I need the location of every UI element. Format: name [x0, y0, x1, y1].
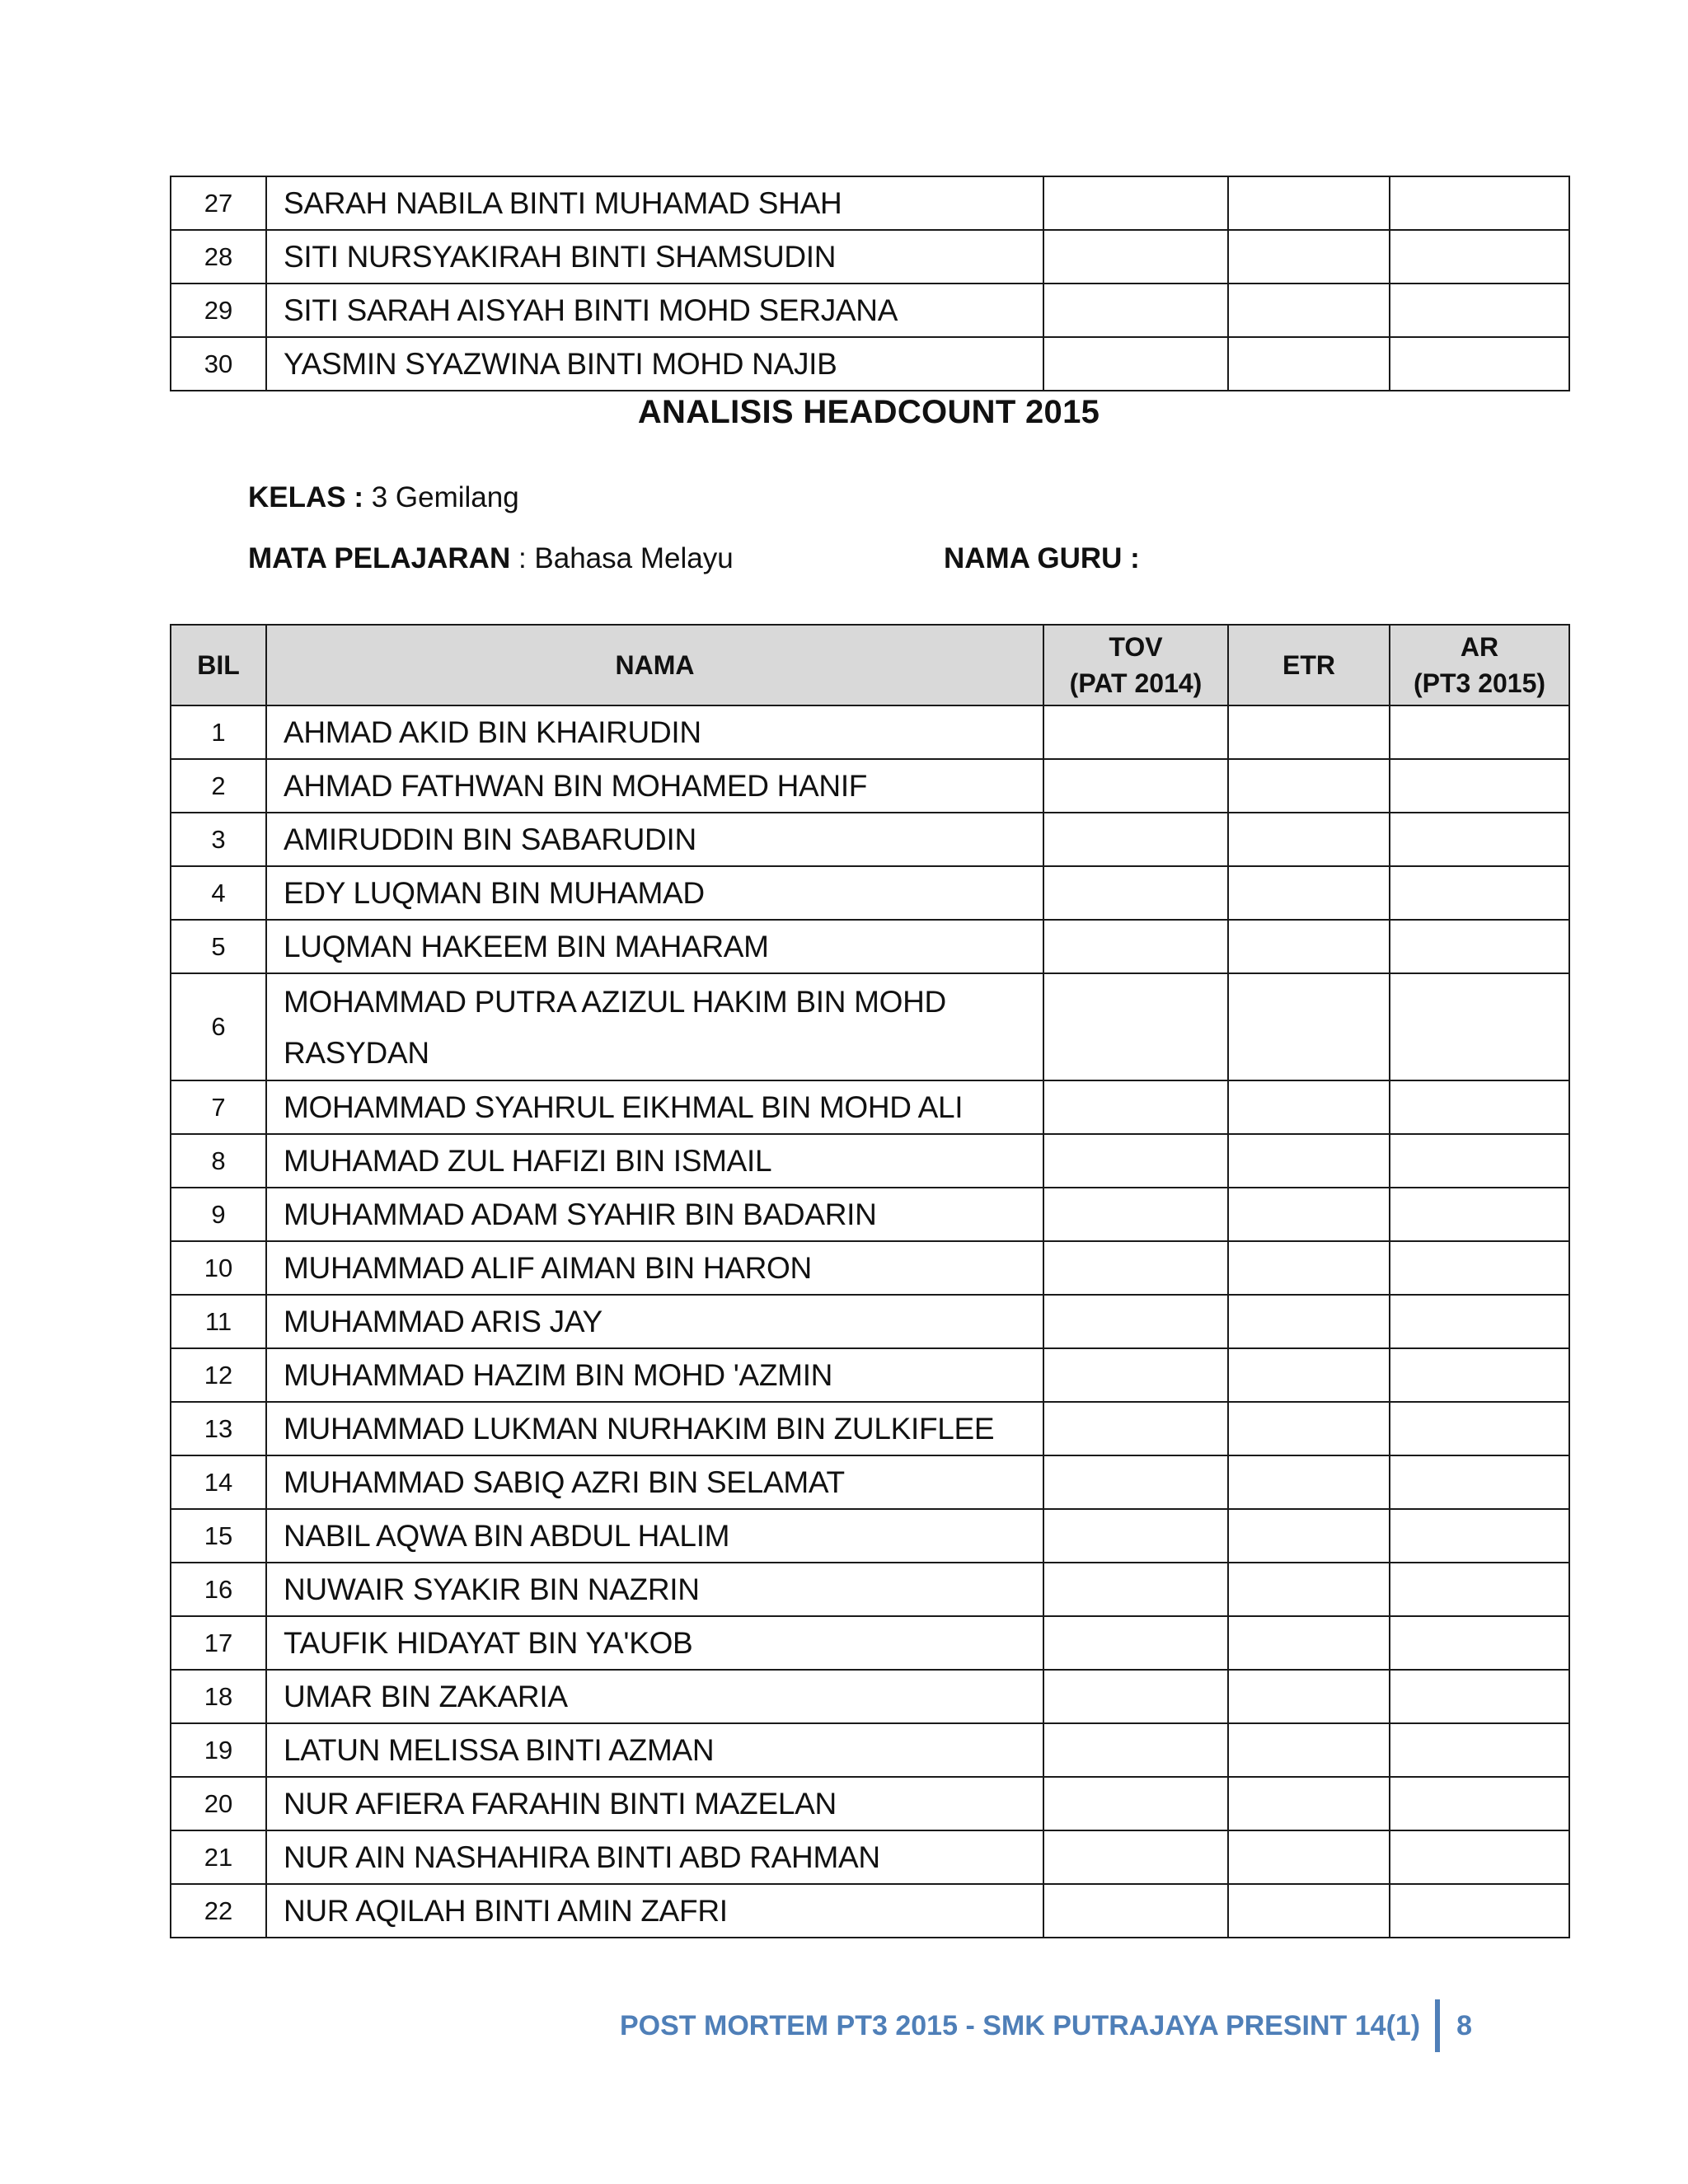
- tov-cell: [1043, 1884, 1228, 1938]
- ar-cell: [1390, 1080, 1569, 1134]
- nama-cell: AMIRUDDIN BIN SABARUDIN: [266, 813, 1043, 866]
- nama-cell: EDY LUQMAN BIN MUHAMAD: [266, 866, 1043, 920]
- ar-cell: [1390, 705, 1569, 759]
- tov-cell: [1043, 1723, 1228, 1777]
- header-ar: [1390, 625, 1569, 705]
- table-row: [171, 1884, 1569, 1938]
- ar-cell: [1390, 1830, 1569, 1884]
- tov-cell: [1043, 705, 1228, 759]
- bil-cell: 8: [171, 1134, 266, 1188]
- table-row: [171, 866, 1569, 920]
- ar-cell: [1390, 176, 1569, 230]
- ar-cell: [1390, 1241, 1569, 1295]
- tov-cell: [1043, 1402, 1228, 1455]
- nama-cell: LATUN MELISSA BINTI AZMAN: [266, 1723, 1043, 1777]
- tov-cell: [1043, 920, 1228, 973]
- bil-cell: 22: [171, 1884, 266, 1938]
- etr-cell: [1228, 176, 1390, 230]
- nama-cell: MUHAMMAD LUKMAN NURHAKIM BIN ZULKIFLEE: [266, 1402, 1043, 1455]
- nama-cell: NABIL AQWA BIN ABDUL HALIM: [266, 1509, 1043, 1563]
- etr-cell: [1228, 1455, 1390, 1509]
- tov-cell: [1043, 1295, 1228, 1348]
- nama-cell: NUWAIR SYAKIR BIN NAZRIN: [266, 1563, 1043, 1616]
- bil-cell: 2: [171, 759, 266, 813]
- nama-cell: YASMIN SYAZWINA BINTI MOHD NAJIB: [266, 337, 1043, 391]
- tov-cell: [1043, 1455, 1228, 1509]
- tov-cell: [1043, 1670, 1228, 1723]
- footer-separator: [1435, 1999, 1440, 2052]
- nama-cell: SITI SARAH AISYAH BINTI MOHD SERJANA: [266, 284, 1043, 337]
- footer-text: POST MORTEM PT3 2015 - SMK PUTRAJAYA PRESINT 14(1): [620, 2009, 1421, 2041]
- etr-cell: [1228, 1670, 1390, 1723]
- tov-cell: [1043, 1777, 1228, 1830]
- etr-cell: [1228, 813, 1390, 866]
- ar-cell: [1390, 1670, 1569, 1723]
- etr-cell: [1228, 920, 1390, 973]
- nama-cell: SARAH NABILA BINTI MUHAMAD SHAH: [266, 176, 1043, 230]
- bil-cell: 20: [171, 1777, 266, 1830]
- ar-cell: [1390, 1777, 1569, 1830]
- header-tov: [1043, 625, 1228, 705]
- tov-cell: [1043, 1080, 1228, 1134]
- ar-cell: [1390, 1509, 1569, 1563]
- bil-cell: 17: [171, 1616, 266, 1670]
- nama-cell: AHMAD AKID BIN KHAIRUDIN: [266, 705, 1043, 759]
- tov-cell: [1043, 284, 1228, 337]
- etr-cell: [1228, 1134, 1390, 1188]
- nama-cell: NUR AQILAH BINTI AMIN ZAFRI: [266, 1884, 1043, 1938]
- bil-cell: 30: [171, 337, 266, 391]
- nama-cell: NUR AFIERA FARAHIN BINTI MAZELAN: [266, 1777, 1043, 1830]
- etr-cell: [1228, 1080, 1390, 1134]
- bil-cell: 5: [171, 920, 266, 973]
- etr-cell: [1228, 1241, 1390, 1295]
- table-row: [171, 1777, 1569, 1830]
- header-ar-line2: (PT3 2015): [1413, 668, 1546, 698]
- ar-cell: [1390, 1563, 1569, 1616]
- ar-cell: [1390, 1455, 1569, 1509]
- bil-cell: 4: [171, 866, 266, 920]
- ar-cell: [1390, 866, 1569, 920]
- tov-cell: [1043, 813, 1228, 866]
- tov-cell: [1043, 230, 1228, 284]
- etr-cell: [1228, 759, 1390, 813]
- ar-cell: [1390, 230, 1569, 284]
- table-row: [171, 230, 1569, 284]
- etr-cell: [1228, 1348, 1390, 1402]
- nama-cell: NUR AIN NASHAHIRA BINTI ABD RAHMAN: [266, 1830, 1043, 1884]
- ar-cell: [1390, 1348, 1569, 1402]
- ar-cell: [1390, 813, 1569, 866]
- bil-cell: 29: [171, 284, 266, 337]
- table-row: [171, 1509, 1569, 1563]
- bil-cell: 1: [171, 705, 266, 759]
- etr-cell: [1228, 1402, 1390, 1455]
- tov-cell: [1043, 1134, 1228, 1188]
- etr-cell: [1228, 1884, 1390, 1938]
- header-ar-line1: AR: [1460, 632, 1499, 662]
- etr-cell: [1228, 1295, 1390, 1348]
- ar-cell: [1390, 1884, 1569, 1938]
- table-row: [171, 1830, 1569, 1884]
- nama-guru-label: NAMA GURU :: [944, 542, 1140, 574]
- etr-cell: [1228, 866, 1390, 920]
- nama-cell: MUHAMMAD ADAM SYAHIR BIN BADARIN: [266, 1188, 1043, 1241]
- page-title: ANALISIS HEADCOUNT 2015: [637, 394, 1100, 430]
- etr-cell: [1228, 230, 1390, 284]
- kelas-line: [248, 481, 519, 514]
- etr-cell: [1228, 1509, 1390, 1563]
- bil-cell: 19: [171, 1723, 266, 1777]
- etr-cell: [1228, 1616, 1390, 1670]
- nama-cell: UMAR BIN ZAKARIA: [266, 1670, 1043, 1723]
- table-row: [171, 1241, 1569, 1295]
- table-body: [171, 705, 1569, 1938]
- etr-cell: [1228, 1777, 1390, 1830]
- bil-cell: 27: [171, 176, 266, 230]
- headcount-table: [170, 624, 1570, 1938]
- ar-cell: [1390, 973, 1569, 1080]
- header-etr: ETR: [1228, 625, 1390, 705]
- table-row: [171, 1348, 1569, 1402]
- tov-cell: [1043, 1563, 1228, 1616]
- tov-cell: [1043, 973, 1228, 1080]
- nama-cell: AHMAD FATHWAN BIN MOHAMED HANIF: [266, 759, 1043, 813]
- table-header-row: [171, 625, 1569, 705]
- ar-cell: [1390, 1723, 1569, 1777]
- table-row: [171, 176, 1569, 230]
- ar-cell: [1390, 337, 1569, 391]
- etr-cell: [1228, 1188, 1390, 1241]
- tov-cell: [1043, 337, 1228, 391]
- nama-cell: MUHAMAD ZUL HAFIZI BIN ISMAIL: [266, 1134, 1043, 1188]
- ar-cell: [1390, 1188, 1569, 1241]
- bil-cell: 12: [171, 1348, 266, 1402]
- nama-cell: MOHAMMAD PUTRA AZIZUL HAKIM BIN MOHD RASYDAN: [266, 973, 1043, 1080]
- bil-cell: 3: [171, 813, 266, 866]
- table-row: [171, 1295, 1569, 1348]
- tov-cell: [1043, 866, 1228, 920]
- table-row: [171, 759, 1569, 813]
- bil-cell: 14: [171, 1455, 266, 1509]
- nama-cell: SITI NURSYAKIRAH BINTI SHAMSUDIN: [266, 230, 1043, 284]
- bil-cell: 16: [171, 1563, 266, 1616]
- table-row: [171, 337, 1569, 391]
- mata-pelajaran-value: : Bahasa Melayu: [510, 542, 734, 574]
- bil-cell: 13: [171, 1402, 266, 1455]
- bil-cell: 28: [171, 230, 266, 284]
- tov-cell: [1043, 1616, 1228, 1670]
- ar-cell: [1390, 1402, 1569, 1455]
- table-row: [171, 1723, 1569, 1777]
- kelas-label: KELAS :: [248, 481, 363, 513]
- bil-cell: 11: [171, 1295, 266, 1348]
- kelas-value: 3 Gemilang: [363, 481, 519, 513]
- nama-guru-line: [944, 542, 1140, 575]
- table-row: [171, 705, 1569, 759]
- ar-cell: [1390, 920, 1569, 973]
- page-footer: [620, 2001, 1472, 2050]
- nama-cell: MUHAMMAD ALIF AIMAN BIN HARON: [266, 1241, 1043, 1295]
- mata-pelajaran-label: MATA PELAJARAN: [248, 542, 511, 574]
- table-row: [171, 1402, 1569, 1455]
- header-bil: BIL: [171, 625, 266, 705]
- bil-cell: 15: [171, 1509, 266, 1563]
- etr-cell: [1228, 1563, 1390, 1616]
- table-row: [171, 1134, 1569, 1188]
- tov-cell: [1043, 1830, 1228, 1884]
- tov-cell: [1043, 1241, 1228, 1295]
- nama-cell: MUHAMMAD HAZIM BIN MOHD 'AZMIN: [266, 1348, 1043, 1402]
- tov-cell: [1043, 1348, 1228, 1402]
- etr-cell: [1228, 973, 1390, 1080]
- table-row: [171, 1080, 1569, 1134]
- tov-cell: [1043, 176, 1228, 230]
- ar-cell: [1390, 759, 1569, 813]
- header-tov-line1: TOV: [1109, 632, 1163, 662]
- nama-cell: MUHAMMAD SABIQ AZRI BIN SELAMAT: [266, 1455, 1043, 1509]
- table-row: [171, 813, 1569, 866]
- etr-cell: [1228, 284, 1390, 337]
- nama-cell: MUHAMMAD ARIS JAY: [266, 1295, 1043, 1348]
- table-row: [171, 1563, 1569, 1616]
- tov-cell: [1043, 1509, 1228, 1563]
- etr-cell: [1228, 1830, 1390, 1884]
- header-nama: NAMA: [266, 625, 1043, 705]
- tov-cell: [1043, 759, 1228, 813]
- tov-cell: [1043, 1188, 1228, 1241]
- table-row: [171, 1188, 1569, 1241]
- table-row: [171, 1616, 1569, 1670]
- table-row: [171, 973, 1569, 1080]
- nama-cell: TAUFIK HIDAYAT BIN YA'KOB: [266, 1616, 1043, 1670]
- ar-cell: [1390, 1295, 1569, 1348]
- table-row: [171, 920, 1569, 973]
- table-row: [171, 284, 1569, 337]
- page-number: 8: [1456, 2009, 1473, 2041]
- ar-cell: [1390, 284, 1569, 337]
- bil-cell: 10: [171, 1241, 266, 1295]
- etr-cell: [1228, 1723, 1390, 1777]
- continuation-table: [170, 176, 1570, 391]
- ar-cell: [1390, 1616, 1569, 1670]
- nama-cell: MOHAMMAD SYAHRUL EIKHMAL BIN MOHD ALI: [266, 1080, 1043, 1134]
- nama-cell: LUQMAN HAKEEM BIN MAHARAM: [266, 920, 1043, 973]
- bil-cell: 7: [171, 1080, 266, 1134]
- bil-cell: 6: [171, 973, 266, 1080]
- ar-cell: [1390, 1134, 1569, 1188]
- etr-cell: [1228, 705, 1390, 759]
- mata-pelajaran-line: [248, 542, 734, 575]
- etr-cell: [1228, 337, 1390, 391]
- table-row: [171, 1670, 1569, 1723]
- bil-cell: 21: [171, 1830, 266, 1884]
- bil-cell: 9: [171, 1188, 266, 1241]
- bil-cell: 18: [171, 1670, 266, 1723]
- table-row: [171, 1455, 1569, 1509]
- header-tov-line2: (PAT 2014): [1069, 668, 1203, 698]
